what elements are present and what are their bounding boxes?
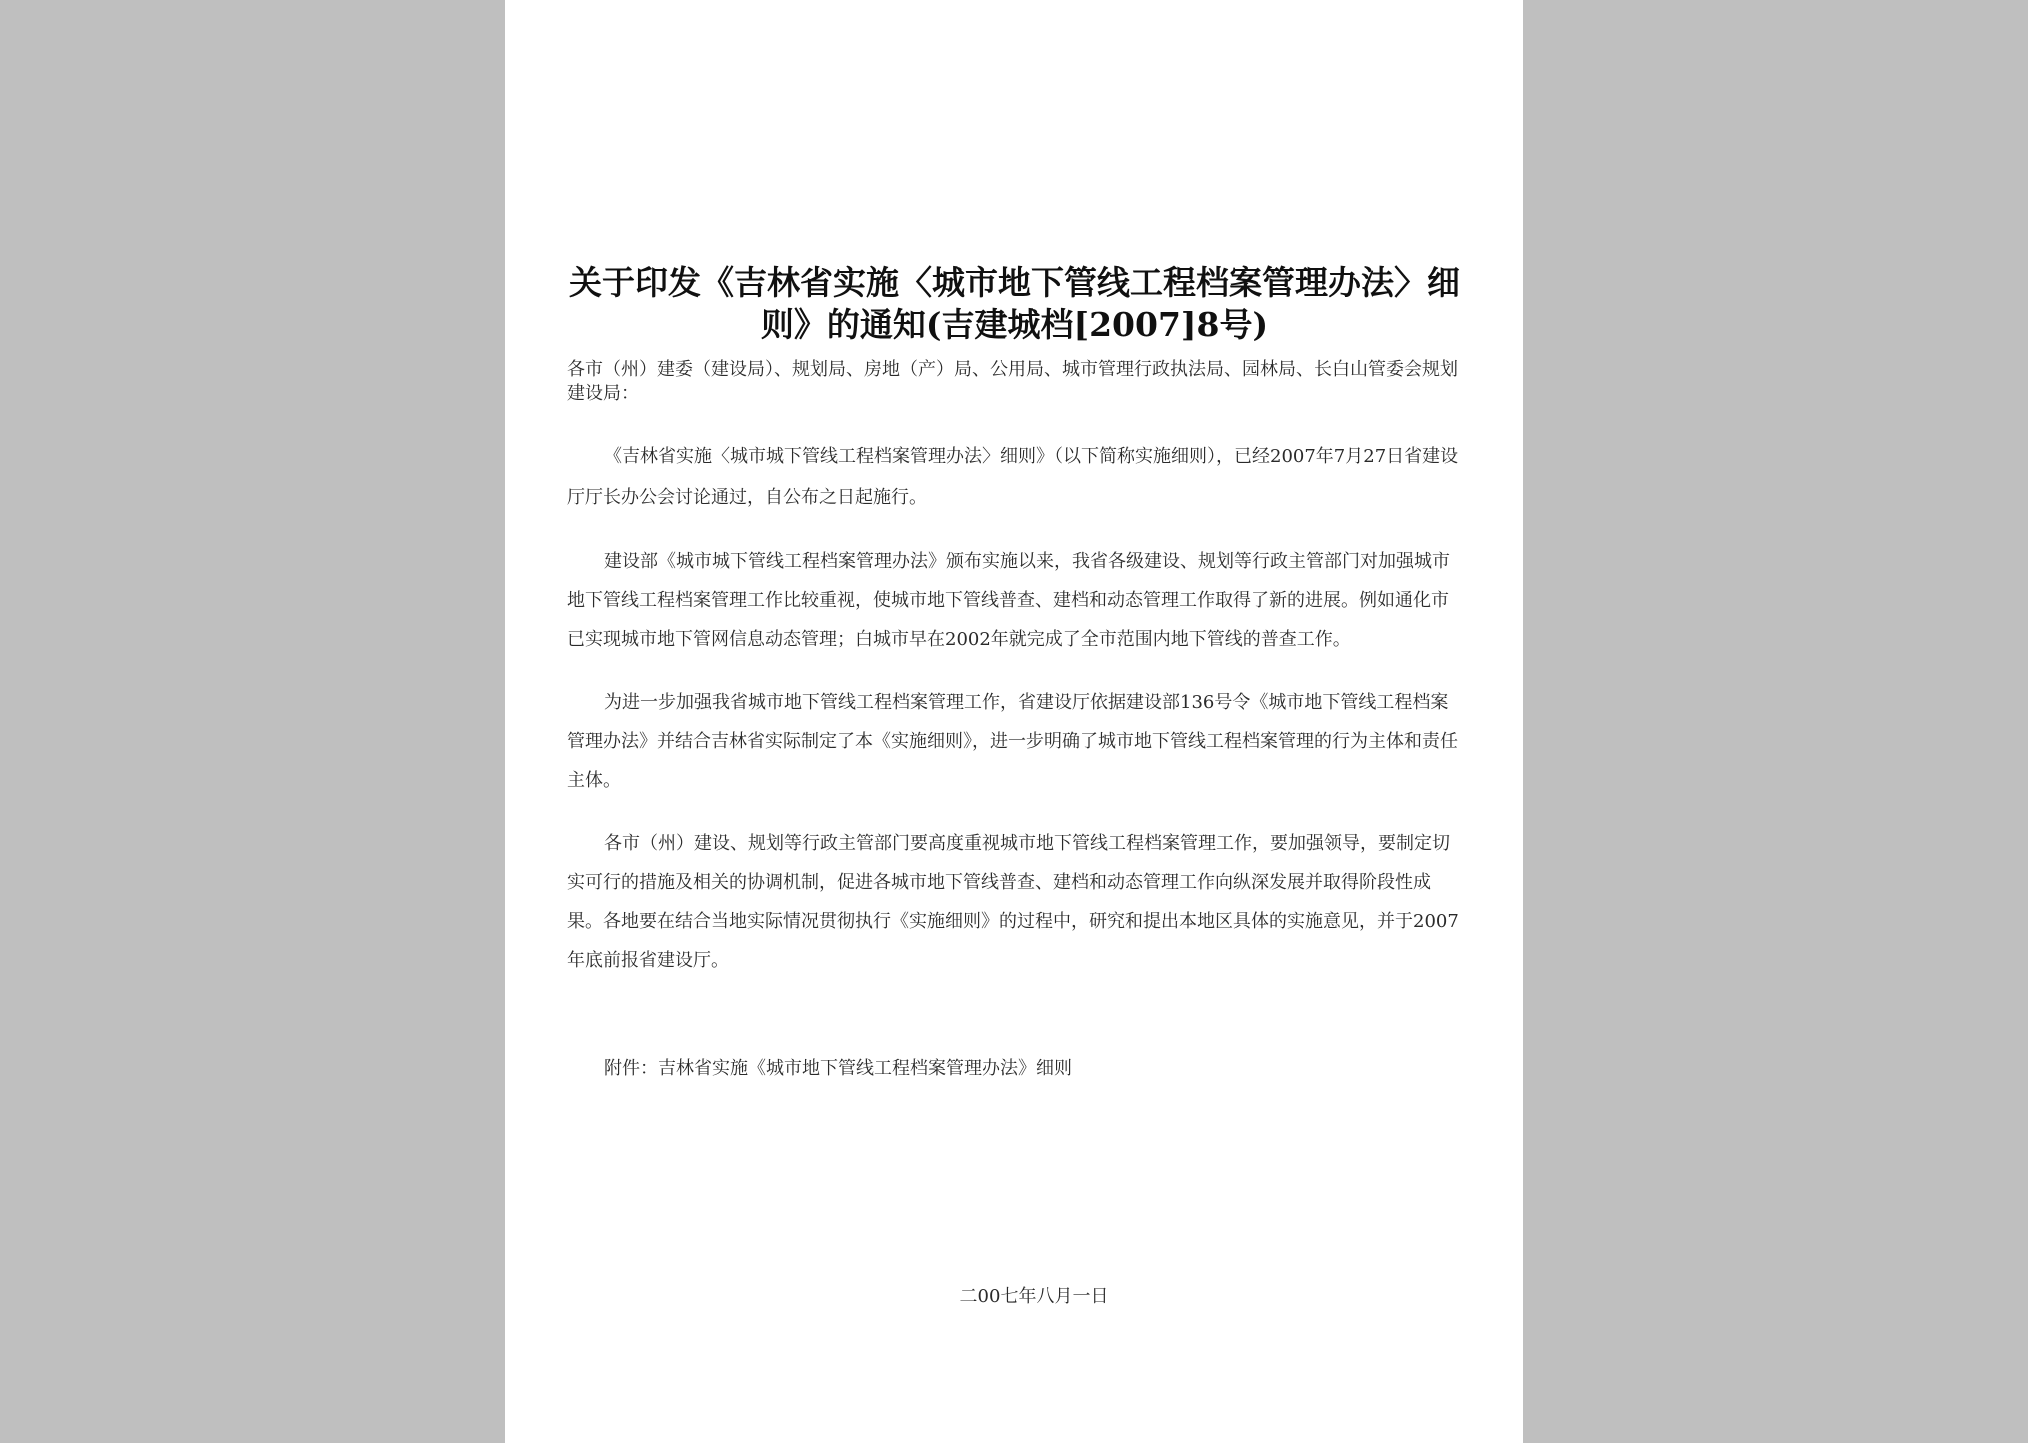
paragraph-1: 《吉林省实施〈城市城下管线工程档案管理办法〉细则》（以下简称实施细则），已经2007年7月27日省建设厅厅长办公会讨论通过，自公布之日起施行。 (567, 446, 1459, 508)
document-body (567, 262, 1462, 1082)
attachment-note: 附件：吉林省实施《城市地下管线工程档案管理办法》细则 (604, 1058, 1072, 1079)
paragraph-3: 为进一步加强我省城市地下管线工程档案管理工作，省建设厅依据建设部136号令《城市地下管线工程档案管理办法》并结合吉林省实际制定了本《实施细则》，进一步明确了城市地下管线工程档案管理的行为主体和责任主体。 (567, 692, 1458, 791)
addressee: 各市（州）建委（建设局）、规划局、房地（产）局、公用局、城市管理行政执法局、园林局、长白山管委会规划建设局： (567, 359, 1458, 404)
document-title: 关于印发《吉林省实施〈城市地下管线工程档案管理办法〉细则》的通知(吉建城档[2007]8号) (569, 263, 1460, 344)
paragraph-2: 建设部《城市城下管线工程档案管理办法》颁布实施以来，我省各级建设、规划等行政主管部门对加强城市地下管线工程档案管理工作比较重视，使城市地下管线普查、建档和动态管理工作取得了新的进展。例如通化市已实现城市地下管网信息动态管理；白城市早在2002年就完成了全市范围内地下管线的普查工作。 (567, 551, 1450, 650)
paragraph-4: 各市（州）建设、规划等行政主管部门要高度重视城市地下管线工程档案管理工作，要加强领导，要制定切实可行的措施及相关的协调机制，促进各城市地下管线普查、建档和动态管理工作向纵深发展并取得阶段性成果。各地要在结合当地实际情况贯彻执行《实施细则》的过程中，研究和提出本地区具体的实施意见，并于2007年底前报省建设厅。 (567, 833, 1459, 971)
issue-date: 二00七年八月一日 (959, 1286, 1109, 1307)
document-page (505, 0, 1523, 1443)
